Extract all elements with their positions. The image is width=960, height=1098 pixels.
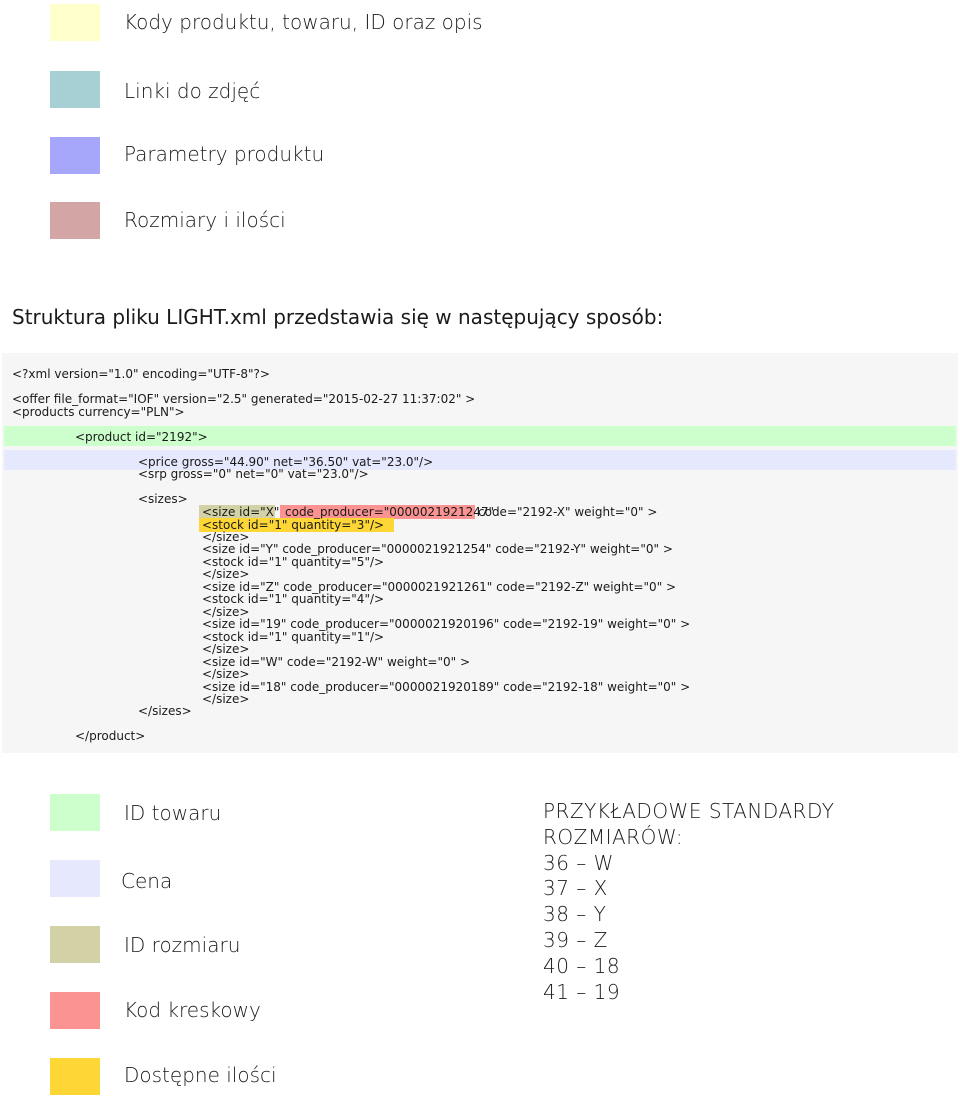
size-standard-item: 39 – Z	[543, 927, 608, 952]
legend-swatch-product-codes	[50, 4, 100, 41]
xml-line: <size id="19" code_producer="0000021920196" code="2192-19" weight="0" >	[202, 617, 691, 631]
legend-label-sizes-quantities: Rozmiary i ilości	[124, 208, 286, 232]
legend-label-product-params: Parametry produktu	[124, 142, 325, 166]
xml-line: </size>	[202, 667, 250, 681]
size-standard-item: 41 – 19	[543, 979, 621, 1004]
size-standard-item: 38 – Y	[543, 902, 607, 927]
xml-line: </size>	[202, 642, 250, 656]
legend-label-barcode: Kod kreskowy	[124, 998, 261, 1022]
xml-products: <products currency="PLN">	[12, 405, 185, 419]
size-standard-item: 40 – 18	[543, 953, 621, 978]
size-standard-item: 36 – W	[543, 850, 614, 875]
xml-size-x-rest: code="2192-X" weight="0" >	[478, 505, 658, 519]
xml-declaration: <?xml version="1.0" encoding="UTF-8"?>	[12, 367, 270, 381]
xml-size-x-id: <size id="X"	[202, 505, 280, 519]
size-standards	[543, 799, 834, 1005]
xml-sizes-close: </sizes>	[138, 704, 192, 718]
legend-swatch-available-quantities	[50, 1058, 100, 1095]
size-standard-item: 37 – X	[543, 876, 608, 901]
xml-line: </size>	[202, 530, 250, 544]
size-standards-title-2: ROZMIARÓW:	[543, 824, 684, 849]
xml-size-x-code-producer: code_producer="0000021921247"	[285, 505, 495, 519]
legend-swatch-sizes-quantities	[50, 202, 100, 239]
xml-line: <size id="Z" code_producer="0000021921261" code="2192-Z" weight="0" >	[202, 580, 677, 594]
legend-swatch-product-params	[50, 137, 100, 174]
xml-sizes-open: <sizes>	[138, 492, 188, 506]
legend-label-product-id: ID towaru	[124, 801, 222, 825]
legend-swatch-size-id	[50, 926, 100, 963]
legend-swatch-price	[50, 860, 100, 897]
xml-stock-x: <stock id="1" quantity="3"/>	[202, 518, 385, 532]
legend-label-available-quantities: Dostępne ilości	[124, 1063, 277, 1087]
legend-swatch-product-id	[50, 794, 100, 831]
legend-swatch-barcode	[50, 992, 100, 1029]
xml-srp: <srp gross="0" net="0" vat="23.0"/>	[138, 467, 369, 481]
legend-label-size-id: ID rozmiaru	[124, 933, 241, 957]
xml-line: <stock id="1" quantity="1"/>	[202, 630, 385, 644]
xml-price: <price gross="44.90" net="36.50" vat="23.0"/>	[138, 455, 434, 469]
xml-line: <size id="18" code_producer="0000021920189" code="2192-18" weight="0" >	[202, 680, 691, 694]
xml-line: <stock id="1" quantity="4"/>	[202, 592, 385, 606]
legend-label-product-codes: Kody produktu, towaru, ID oraz opis	[124, 10, 483, 34]
xml-product-close: </product>	[75, 729, 146, 743]
xml-line: </size>	[202, 605, 250, 619]
xml-line: </size>	[202, 567, 250, 581]
legend-swatch-photo-links	[50, 71, 100, 108]
xml-offer: <offer file_format="IOF" version="2.5" generated="2015-02-27 11:37:02" >	[12, 392, 476, 406]
size-standards-title: PRZYKŁADOWE STANDARDY	[543, 799, 835, 823]
xml-product-open: <product id="2192">	[75, 430, 208, 444]
xml-line: <size id="W" code="2192-W" weight="0" >	[202, 655, 471, 669]
xml-line: <size id="Y" code_producer="0000021921254" code="2192-Y" weight="0" >	[202, 542, 673, 556]
xml-line: <stock id="1" quantity="5"/>	[202, 555, 385, 569]
legend-label-photo-links: Linki do zdjęć	[124, 79, 261, 103]
xml-line: </size>	[202, 692, 250, 706]
legend-label-price: Cena	[121, 869, 173, 893]
structure-heading: Struktura pliku LIGHT.xml przedstawia się w następujący sposób:	[12, 305, 664, 329]
